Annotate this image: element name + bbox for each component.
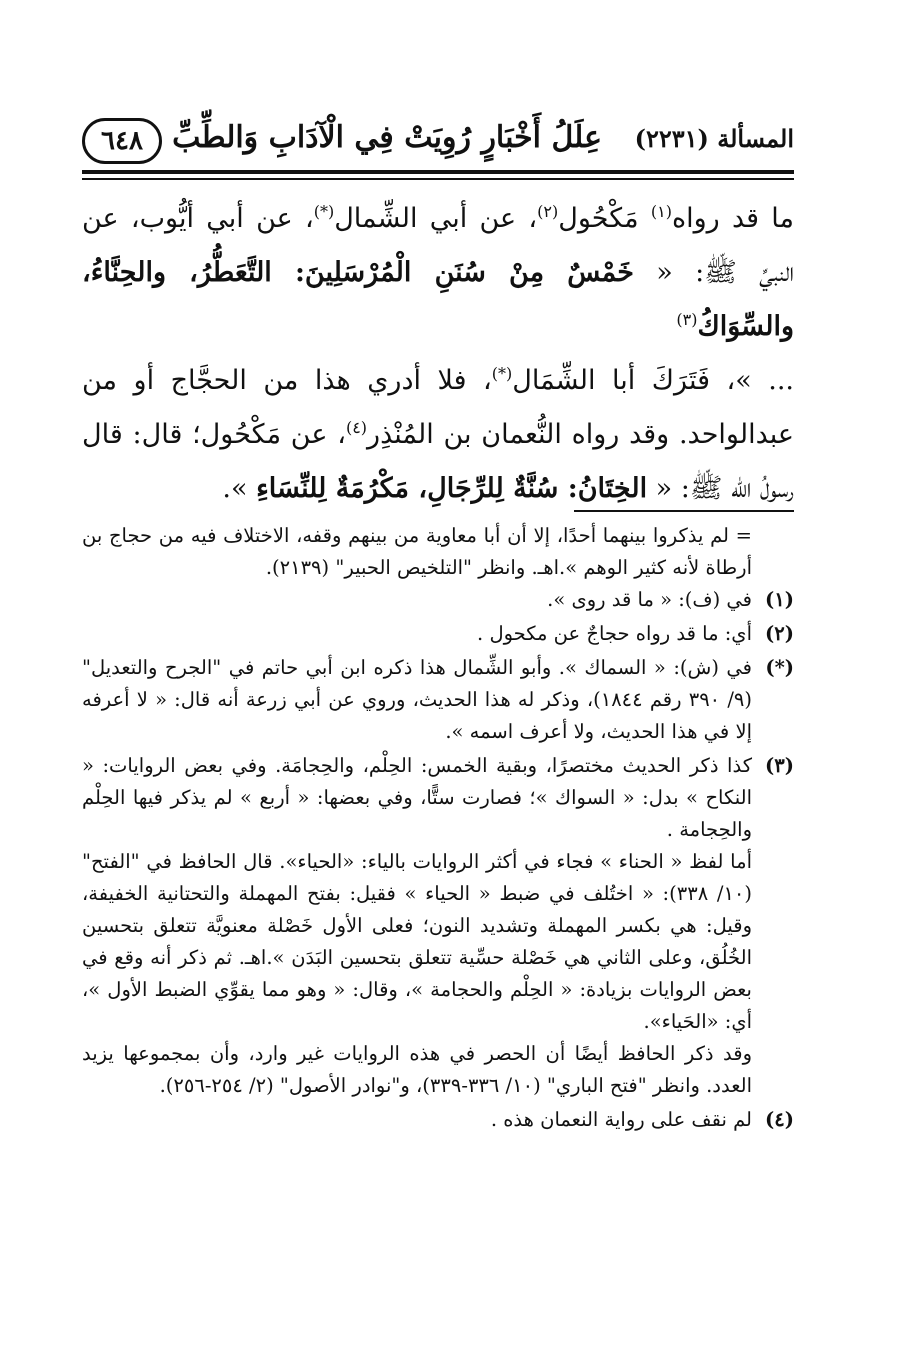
footnote-continuation: = لم يذكروا بينهما أحدًا، إلا أن أبا معاوية من بينهم وقفه، الاختلاف فيه من حجاج بن أرطاة لأنه كثير الوهم ».اهـ. وانظر "التلخيص الحبير" (٢١٣٩).: [82, 524, 752, 579]
issue-label: المسألة (٢٢٣١): [634, 124, 794, 153]
footnote-marker: (*): [765, 656, 794, 679]
footnote-marker: (٢): [765, 622, 794, 645]
text-span: ، فلا أدري هذا من الحجَّاج أو من: [82, 365, 492, 396]
text-line: [82, 192, 794, 246]
footnote-text: لم نقف على رواية النعمان هذه .: [490, 1108, 752, 1131]
text-span: رسولُ الله ﷺ: «: [647, 473, 794, 504]
text-line: [82, 354, 794, 408]
text-span: ، عن أبي أيُّوب، عن: [82, 203, 314, 234]
footnote-ref: (*): [313, 202, 335, 221]
footnote-marker: (١): [765, 588, 794, 611]
footnote-paragraph: كذا ذكر الحديث مختصرًا، وبقية الخمس: الحِلْم، والحِجامَة. وفي بعض الروايات: « النكاح » بدل: « السواك »؛ فصارت ستًّا، وفي بعضها: « أربع » لم يذكر فيها الحِلْم والحِجامة .: [82, 754, 752, 841]
text-span: عبدالواحد. وقد رواه النُّعمان بن المُنْذِر: [367, 419, 795, 450]
text-span: ... »، فَتَرَكَ أبا الشِّمَال: [512, 365, 795, 396]
footnote-marker: (٤): [765, 1108, 794, 1131]
page-number: ٦٤٨: [82, 118, 162, 164]
running-title: عِلَلُ أَخْبَارٍ رُوِيَتْ فِي الْآدَابِ وَالطِّبِّ: [172, 120, 602, 155]
text-span: مَكْحُول: [558, 203, 651, 234]
footnote-paragraph: أما لفظ « الحناء » فجاء في أكثر الروايات بالياء: «الحياء». قال الحافظ في "الفتح" (١٠/ ٣٣٨): « اختُلف في ضبط « الحياء » فقيل: بفتح المهملة والتحتانية الخفيفة، وقيل: هي بكسر المهملة وتشديد النون؛ فعلى الأول خَصْلة معنويَّة تتعلق بتحسين الخُلُق، وعلى الثاني هي خَصْلة حسِّية تتعلق بتحسين البَدَن ».اهـ. ثم ذكر أنه وقع في بعض الروايات بزيادة: « الحِلْم والحجامة »، وقال: « وهو مما يقوِّي الضبط الأول »، أي: «الحَياء».: [82, 850, 752, 1033]
footnotes: [82, 520, 794, 1138]
footnote-4: [82, 1104, 794, 1136]
text-line: [82, 408, 794, 462]
footnote-separator: [574, 510, 794, 512]
footnote-ref: (١): [650, 202, 672, 221]
hadith-quote: الخِتَانُ: سُنَّةٌ لِلرِّجَالِ، مَكْرُمَةٌ لِلنِّسَاءِ: [256, 473, 648, 504]
page-header: [82, 118, 794, 170]
footnote-ref: (٣): [676, 310, 698, 329]
footnote-ref: (*): [491, 364, 513, 383]
footnote-paragraph: وقد ذكر الحافظ أيضًا أن الحصر في هذه الروايات غير وارد، وأن بمجموعها يزيد العدد. وانظر "فتح الباري" (١٠/ ٣٣٦-٣٣٩)، و"نوادر الأصول" (٢/ ٢٥٤-٢٥٦).: [82, 1042, 752, 1097]
footnote-text: في (ف): « ما قد روى ».: [547, 588, 752, 611]
main-text: [82, 192, 794, 516]
footnote-text: [82, 750, 752, 1102]
text-span: ».: [222, 473, 257, 504]
footnote-marker: (٣): [765, 754, 794, 777]
header-rule-thick: [82, 170, 794, 174]
footnote-text: في (ش): « السماك ». وأبو الشِّمال هذا ذكره ابن أبي حاتم في "الجرح والتعديل" (٩/ ٣٩٠ رقم ١٨٤٤)، وذكر له هذا الحديث، وروي عن أبي زرعة أنه قال: « لا أعرفه إلا في هذا الحديث، ولا أعرف اسمه ».: [82, 656, 752, 743]
text-span: ، عن مَكْحُول؛ قال: قال: [82, 419, 346, 450]
footnote-2: [82, 618, 794, 650]
footnote-star: [82, 652, 794, 748]
footnote-ref: (٢): [537, 202, 559, 221]
footnote-text: أي: ما قد رواه حجاجٌ عن مكحول .: [477, 622, 752, 645]
footnote-3: [82, 750, 794, 1102]
hadith-quote: خَمْسٌ مِنْ سُنَنِ الْمُرْسَلِينَ: التَّعَطُّرُ، والحِنَّاءُ، والسِّوَاكُ: [82, 257, 794, 342]
text-span: النبيِّ ﷺ: «: [633, 257, 794, 288]
footnote-ref: (٤): [345, 418, 368, 437]
text-span: ، عن أبي الشِّمال: [334, 203, 538, 234]
text-line: [82, 246, 794, 354]
text-span: ما قد رواه: [671, 203, 794, 234]
footnote-1: [82, 584, 794, 616]
header-rule-thin: [82, 178, 794, 180]
text-line: [82, 462, 794, 516]
